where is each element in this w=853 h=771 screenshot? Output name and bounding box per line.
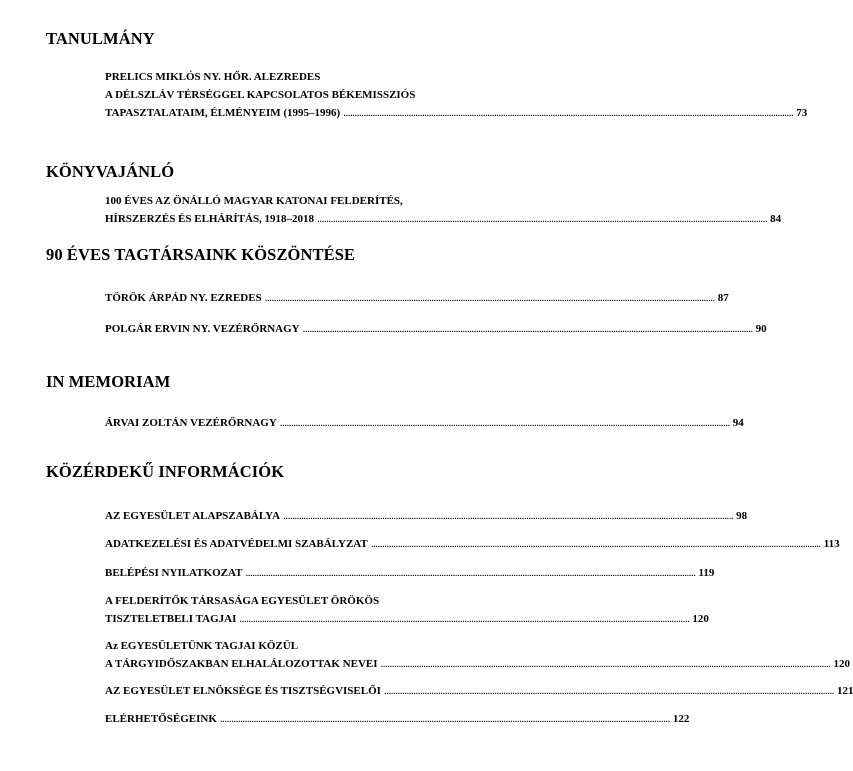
toc-entry-text: TAPASZTALATAIM, ÉLMÉNYEIM (1995–1996) <box>105 107 341 119</box>
toc-entry-arvai <box>105 414 744 432</box>
page-number: 122 <box>672 713 690 725</box>
page-number: 73 <box>796 107 808 119</box>
toc-entry-text: AZ EGYESÜLET ALAPSZABÁLYA <box>105 510 281 522</box>
toc-entry-last-line <box>105 710 690 728</box>
toc-entry-last-line <box>105 104 808 122</box>
section-title-kozerdeku: KÖZÉRDEKŰ INFORMÁCIÓK <box>46 462 285 481</box>
toc-entry-elnokseg <box>105 682 853 700</box>
toc-entry-last-line <box>105 682 853 700</box>
page-number: 87 <box>717 292 729 304</box>
dot-leader: ........................................................................................................................................................................................................ <box>370 538 821 550</box>
toc-entry-last-line <box>105 289 729 307</box>
toc-entry-last-line <box>105 535 840 553</box>
page-number: 84 <box>770 213 782 225</box>
dot-leader: ........................................................................................................................................................................................................ <box>245 567 696 579</box>
toc-entry-text: A TÁRGYIDŐSZAKBAN ELHALÁLOZOTTAK NEVEI <box>105 658 378 670</box>
toc-entry-felderites <box>105 192 782 228</box>
dot-leader: ........................................................................................................................................................................................................ <box>219 713 670 725</box>
page-number: 94 <box>732 417 744 429</box>
toc-entry-text: ELÉRHETŐSÉGEINK <box>105 713 217 725</box>
page-number: 120 <box>833 658 851 670</box>
page-number: 113 <box>823 538 840 550</box>
toc-entry-polgar <box>105 320 767 338</box>
toc-entry-torok <box>105 289 729 307</box>
toc-entry-last-line <box>105 507 748 525</box>
toc-entry-belepesi <box>105 564 715 582</box>
dot-leader: ........................................................................................................................................................................................................ <box>317 213 768 225</box>
toc-entry-adatkezeles <box>105 535 840 553</box>
dot-leader: ........................................................................................................................................................................................................ <box>302 323 753 335</box>
toc-entry-line: 100 ÉVES AZ ÖNÁLLÓ MAGYAR KATONAI FELDERÍTÉS, <box>105 195 403 207</box>
toc-entry-line: Az EGYESÜLETÜNK TAGJAI KÖZÜL <box>105 640 299 652</box>
toc-entry-last-line <box>105 610 709 628</box>
toc-entry-alapszabaly <box>105 507 748 525</box>
page-number: 121 <box>836 685 853 697</box>
toc-entry-prelics <box>105 68 808 122</box>
toc-entry-last-line <box>105 655 851 673</box>
toc-entry-text: AZ EGYESÜLET ELNÖKSÉGE ÉS TISZTSÉGVISELŐI <box>105 685 381 697</box>
page-number: 119 <box>698 567 715 579</box>
section-title-in-memoriam: IN MEMORIAM <box>46 372 171 391</box>
toc-entry-text: POLGÁR ERVIN NY. VEZÉRŐRNAGY <box>105 323 300 335</box>
section-title-konyvajanlo: KÖNYVAJÁNLÓ <box>46 162 175 181</box>
toc-entry-line: A FELDERÍTŐK TÁRSASÁGA EGYESÜLET ÖRÖKÖS <box>105 595 380 607</box>
toc-entry-text: ÁRVAI ZOLTÁN VEZÉRŐRNAGY <box>105 417 277 429</box>
toc-entry-last-line <box>105 210 782 228</box>
page-number: 98 <box>736 510 748 522</box>
dot-leader: ........................................................................................................................................................................................................ <box>239 613 690 625</box>
toc-entry-text: TISZTELETBELI TAGJAI <box>105 613 237 625</box>
toc-entry-line: A DÉLSZLÁV TÉRSÉGGEL KAPCSOLATOS BÉKEMISSZIÓS <box>105 89 416 101</box>
dot-leader: ........................................................................................................................................................................................................ <box>343 107 794 119</box>
toc-entry-text: ADATKEZELÉSI ÉS ADATVÉDELMI SZABÁLYZAT <box>105 538 368 550</box>
toc-entry-text: BELÉPÉSI NYILATKOZAT <box>105 567 243 579</box>
dot-leader: ........................................................................................................................................................................................................ <box>380 658 831 670</box>
toc-entry-line: PRELICS MIKLÓS NY. HŐR. ALEZREDES <box>105 71 321 83</box>
dot-leader: ........................................................................................................................................................................................................ <box>283 510 734 522</box>
toc-entry-tiszteletbeli <box>105 592 709 628</box>
dot-leader: ........................................................................................................................................................................................................ <box>383 685 834 697</box>
toc-entry-last-line <box>105 564 715 582</box>
section-title-tanulmany: TANULMÁNY <box>46 29 155 48</box>
toc-entry-elerhetosegeink <box>105 710 690 728</box>
toc-entry-last-line <box>105 320 767 338</box>
dot-leader: ........................................................................................................................................................................................................ <box>264 292 715 304</box>
toc-entry-text: TÖRÖK ÁRPÁD NY. EZREDES <box>105 292 262 304</box>
section-title-koszontes: 90 ÉVES TAGTÁRSAINK KÖSZÖNTÉSE <box>46 245 356 264</box>
page-number: 120 <box>692 613 709 625</box>
dot-leader: ........................................................................................................................................................................................................ <box>279 417 730 429</box>
toc-entry-elhalalozottak <box>105 637 851 673</box>
toc-entry-text: HÍRSZERZÉS ÉS ELHÁRÍTÁS, 1918–2018 <box>105 213 315 225</box>
toc-entry-last-line <box>105 414 744 432</box>
page-number: 90 <box>755 323 767 335</box>
